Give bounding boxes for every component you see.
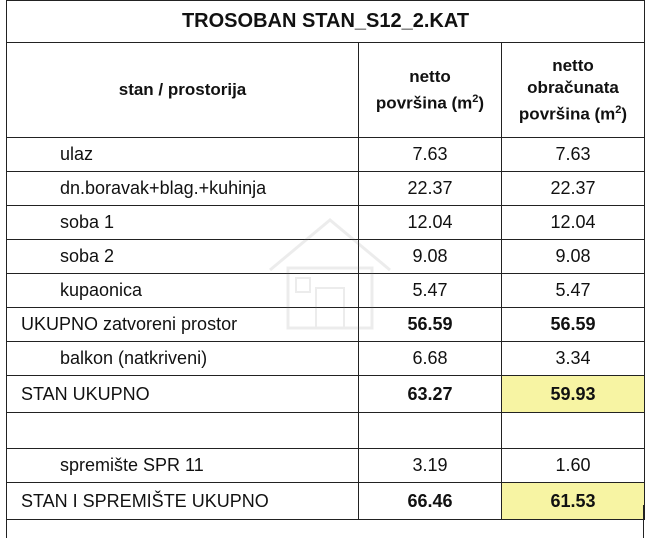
net-area-value: 3.19 — [359, 449, 502, 483]
room-name: kupaonica — [7, 274, 359, 308]
table-row — [7, 342, 645, 376]
total-label: STAN UKUPNO — [7, 376, 359, 413]
room-name: soba 2 — [7, 240, 359, 274]
table-tail-border — [6, 505, 644, 538]
net-area-value: 12.04 — [359, 206, 502, 240]
net-area-value: 63.27 — [359, 376, 502, 413]
calc-area-value: 7.63 — [502, 138, 645, 172]
empty-cell — [502, 413, 645, 449]
net-area-value: 9.08 — [359, 240, 502, 274]
subtotal-label: UKUPNO zatvoreni prostor — [7, 308, 359, 342]
table-row — [7, 449, 645, 483]
net-area-value: 6.68 — [359, 342, 502, 376]
calc-area-value: 1.60 — [502, 449, 645, 483]
subtotal-row — [7, 308, 645, 342]
empty-cell — [359, 413, 502, 449]
room-name: balkon (natkriveni) — [7, 342, 359, 376]
net-area-value: 66.46 — [359, 483, 502, 520]
header-calc-area: netto obračunata površina $(m^2)$ — [502, 43, 645, 138]
room-name: dn.boravak+blag.+kuhinja — [7, 172, 359, 206]
table-row — [7, 240, 645, 274]
table-row — [7, 172, 645, 206]
total-row — [7, 376, 645, 413]
area-table — [6, 0, 645, 520]
table-row — [7, 274, 645, 308]
table-row — [7, 206, 645, 240]
table-title: TROSOBAN STAN_S12_2.KAT — [7, 1, 645, 43]
calc-area-total-highlight: 59.93 — [502, 376, 645, 413]
header-net-area: netto površina $(m^2)$ — [359, 43, 502, 138]
net-area-value: 56.59 — [359, 308, 502, 342]
calc-area-value: 56.59 — [502, 308, 645, 342]
header-room: stan / prostorija — [7, 43, 359, 138]
grand-total-label: STAN I SPREMIŠTE UKUPNO — [7, 483, 359, 520]
calc-area-value: 5.47 — [502, 274, 645, 308]
calc-area-value: 22.37 — [502, 172, 645, 206]
table-row — [7, 138, 645, 172]
room-name: ulaz — [7, 138, 359, 172]
calc-area-grand-total-highlight: 61.53 — [502, 483, 645, 520]
net-area-value: 7.63 — [359, 138, 502, 172]
calc-area-value: 12.04 — [502, 206, 645, 240]
empty-row — [7, 413, 645, 449]
calc-area-value: 9.08 — [502, 240, 645, 274]
net-area-value: 22.37 — [359, 172, 502, 206]
area-table-sheet — [6, 0, 644, 538]
room-name: soba 1 — [7, 206, 359, 240]
room-name: spremište SPR 11 — [7, 449, 359, 483]
header-row — [7, 43, 645, 138]
calc-area-value: 3.34 — [502, 342, 645, 376]
net-area-value: 5.47 — [359, 274, 502, 308]
empty-cell — [7, 413, 359, 449]
